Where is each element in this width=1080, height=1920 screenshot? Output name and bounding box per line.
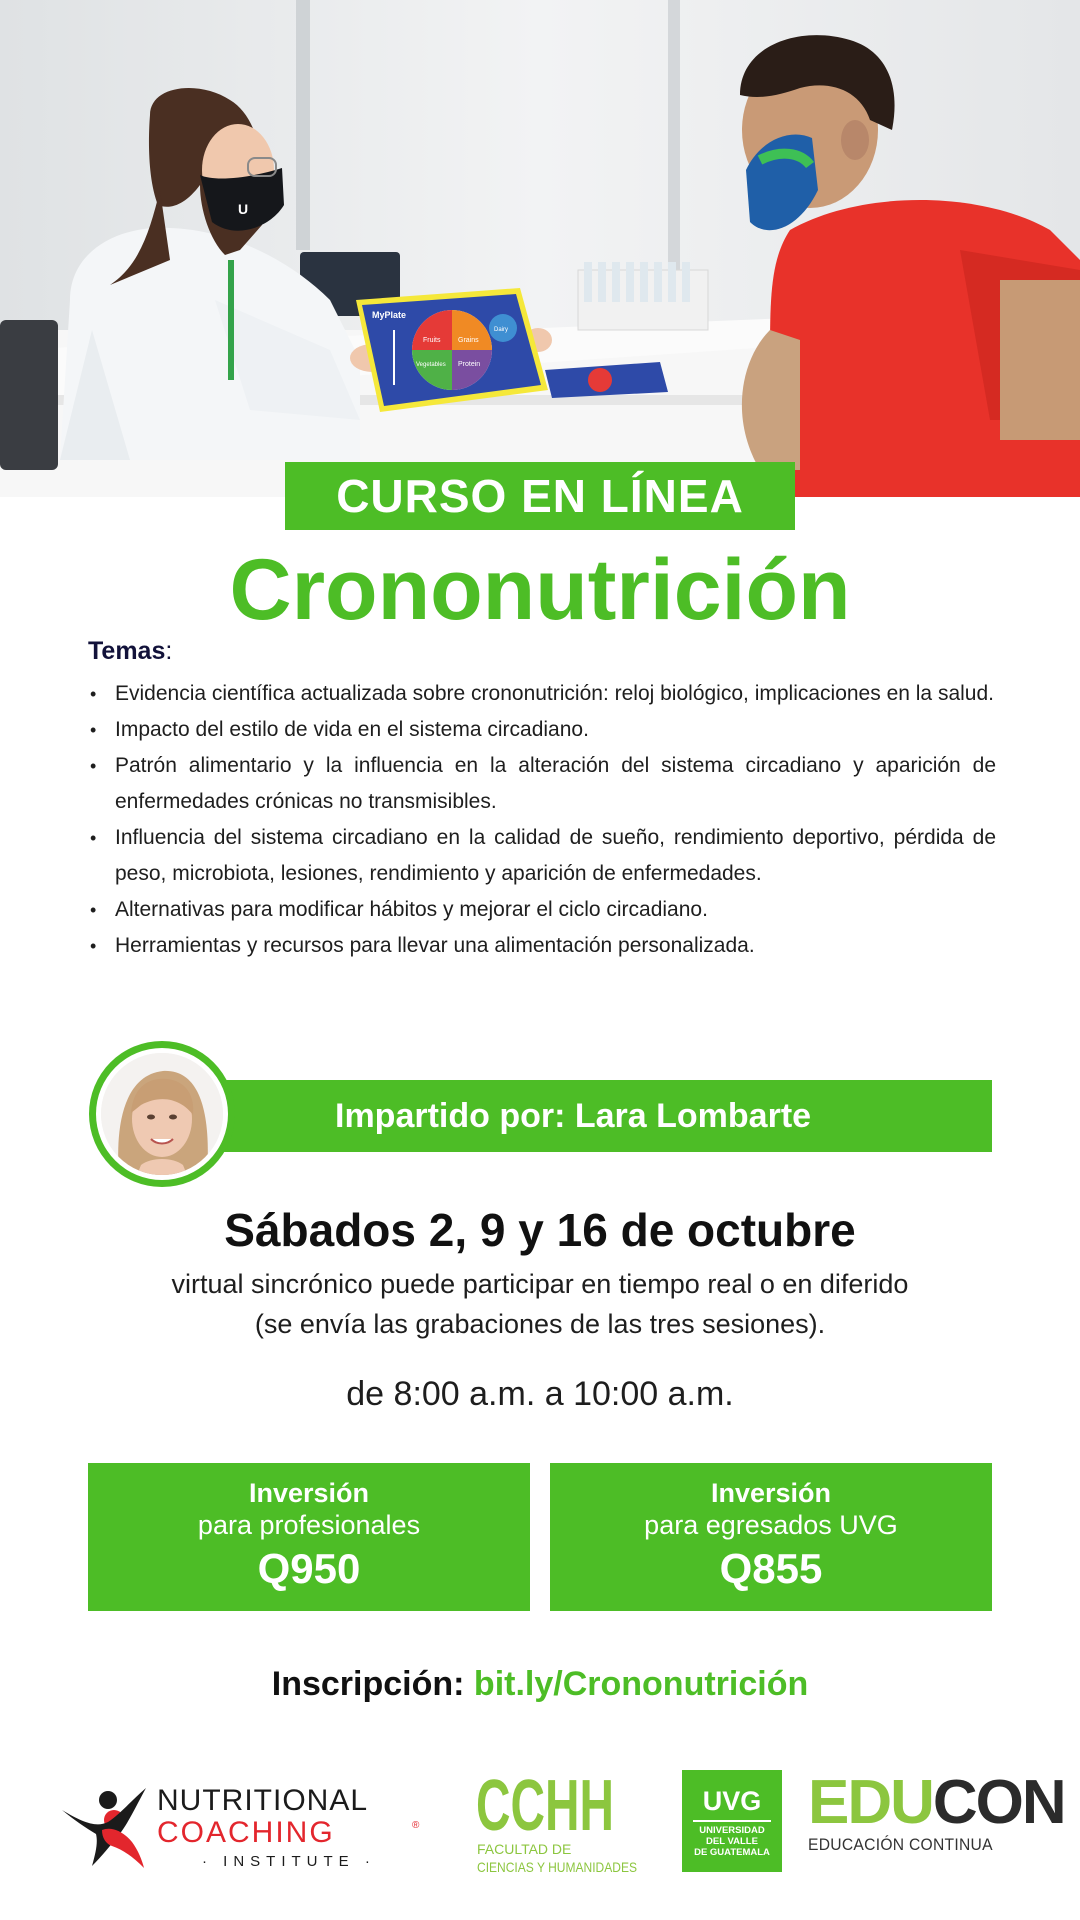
- schedule-dates: Sábados 2, 9 y 16 de octubre: [224, 1204, 856, 1256]
- educon-wordmark: [808, 1768, 1065, 1837]
- price-audience: para profesionales: [197, 1510, 421, 1540]
- nci-registered: ®: [412, 1820, 420, 1831]
- cchh-logo-graphic: [476, 1766, 646, 1878]
- person-figure-icon: [62, 1788, 146, 1868]
- course-title: Crononutrición: [229, 542, 851, 638]
- avatar-ring: [96, 1048, 228, 1180]
- topic-item: [88, 820, 996, 892]
- portrait-illustration: [101, 1053, 223, 1175]
- registration-link[interactable]: bit.ly/Crononutrición: [473, 1665, 809, 1703]
- topic-item: [88, 928, 996, 964]
- schedule-modality: [0, 1264, 1080, 1344]
- topic-text: Evidencia científica actualizada sobre crononutrición: reloj biológico, implicaciones en la salud.: [115, 682, 994, 705]
- registration-line: [0, 1660, 1080, 1708]
- uvg-logo: [682, 1770, 782, 1872]
- registration-label: Inscripción:: [271, 1665, 465, 1703]
- topic-text: Herramientas y recursos para llevar una alimentación personalizada.: [115, 934, 755, 957]
- nci-logo-graphic: [62, 1770, 432, 1874]
- topic-item: [88, 892, 996, 928]
- nutritional-coaching-institute-logo: [62, 1770, 432, 1874]
- cchh-logo: [476, 1766, 646, 1878]
- nci-line2: COACHING: [157, 1816, 335, 1849]
- price-audience: para egresados UVG: [644, 1510, 898, 1540]
- cchh-sub1: FACULTAD DE: [477, 1841, 572, 1857]
- nci-line1: NUTRITIONAL: [157, 1784, 369, 1817]
- price-title: Inversión: [710, 1478, 832, 1508]
- instructor-avatar: [89, 1041, 235, 1187]
- consultation-scene: [0, 0, 1080, 497]
- topic-text: Influencia del sistema circadiano en la calidad de sueño, rendimiento deportivo, pérdida de peso, microbiota, lesiones, rendimiento y aparición de enfermedades.: [115, 826, 996, 885]
- topic-text: Impacto del estilo de vida en el sistema circadiano.: [115, 718, 589, 741]
- price-amount: Q855: [719, 1545, 823, 1592]
- price-card-alumni: [550, 1463, 992, 1611]
- cchh-sub2: CIENCIAS Y HUMANIDADES: [477, 1859, 637, 1875]
- bullet-icon: •: [90, 936, 97, 956]
- modality-line: virtual sincrónico puede participar en tiempo real o en diferido: [171, 1269, 909, 1299]
- svg-text:U: U: [238, 201, 249, 217]
- instructor-label: Impartido por: Lara Lombarte: [335, 1096, 812, 1135]
- myplate-poster: [356, 288, 548, 412]
- educon-logo: [808, 1768, 1065, 1872]
- nci-line3: · INSTITUTE ·: [202, 1853, 376, 1870]
- uvg-sub1: UNIVERSIDAD: [699, 1825, 765, 1836]
- educon-tagline: EDUCACIÓN CONTINUA: [808, 1835, 993, 1854]
- bullet-icon: •: [90, 720, 97, 740]
- modality-line: (se envía las grabaciones de las tres sesiones).: [254, 1309, 826, 1339]
- svg-text:Vegetables: Vegetables: [416, 362, 446, 368]
- svg-text:Grains: Grains: [458, 337, 479, 344]
- uvg-sub3: DE GUATEMALA: [694, 1847, 770, 1858]
- svg-text:MyPlate: MyPlate: [372, 310, 407, 320]
- bullet-icon: •: [90, 828, 97, 848]
- hero-photo: [0, 0, 1080, 497]
- avatar-portrait: [101, 1053, 223, 1175]
- educon-word-dark: CON: [932, 1768, 1065, 1837]
- topic-item: [88, 676, 996, 712]
- topic-text: Alternativas para modificar hábitos y mejorar el ciclo circadiano.: [115, 898, 708, 921]
- cchh-main: CCHH: [476, 1766, 614, 1846]
- topic-item: [88, 712, 996, 748]
- bullet-icon: •: [90, 756, 97, 776]
- bullet-icon: •: [90, 684, 97, 704]
- price-title: Inversión: [248, 1478, 370, 1508]
- educon-word-green: EDU: [808, 1768, 933, 1837]
- uvg-main: UVG: [702, 1786, 762, 1816]
- price-amount: Q950: [257, 1545, 361, 1592]
- uvg-divider: [693, 1820, 771, 1822]
- schedule-time: de 8:00 a.m. a 10:00 a.m.: [346, 1375, 734, 1413]
- topics-heading-label: Temas: [88, 637, 166, 665]
- topics-list: [88, 676, 996, 964]
- svg-text:Dairy: Dairy: [494, 327, 509, 333]
- svg-text:Protein: Protein: [458, 361, 481, 368]
- topics-section: [88, 634, 996, 964]
- topics-heading-colon: :: [165, 637, 173, 665]
- uvg-sub2: DEL VALLE: [706, 1836, 758, 1847]
- topics-heading: [88, 634, 996, 668]
- topic-text: Patrón alimentario y la influencia en la alteración del sistema circadiano y aparición de enfermedades crónicas no transmisibles.: [115, 754, 996, 813]
- course-type-badge: CURSO EN LÍNEA: [285, 462, 795, 530]
- bullet-icon: •: [90, 900, 97, 920]
- topic-item: [88, 748, 996, 820]
- price-card-professionals: [88, 1463, 530, 1611]
- svg-text:Fruits: Fruits: [423, 337, 441, 344]
